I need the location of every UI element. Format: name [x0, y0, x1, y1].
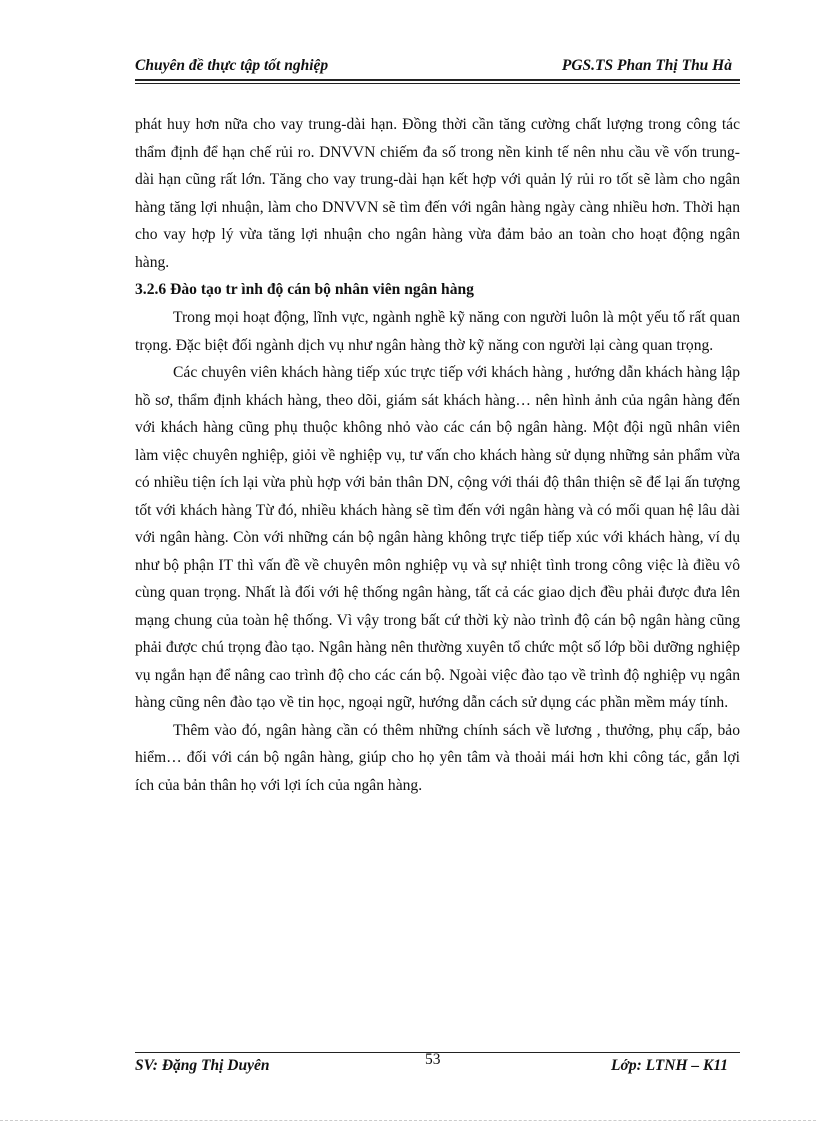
- page-header: [135, 57, 740, 81]
- page-edge-divider: [0, 1120, 816, 1121]
- header-title: Chuyên đề thực tập tốt nghiệp: [135, 57, 329, 74]
- section-heading: 3.2.6 Đào tạo tr ình độ cán bộ nhân viên ngân hàng: [135, 281, 474, 298]
- paragraph-3: Các chuyên viên khách hàng tiếp xúc trực tiếp với khách hàng , hướng dẫn khách hàng lập hồ sơ, thẩm định khách hàng, theo dõi, giám sát khách hàng… nên hình ảnh của ngân hàng đến với khách hàng cũng phụ thuộc không nhỏ vào các cán bộ ngân hàng. Một đội ngũ nhân viên làm việc chuyên nghiệp, giỏi về nghiệp vụ, tư vấn cho khách hàng sử dụng những sản phẩm vừa có nhiều tiện ích lại vừa phù hợp với bản thân DN, cộng với thái độ thân thiện sẽ để lại ấn tượng tốt với khách hàng Từ đó, nhiều khách hàng sẽ tìm đến với ngân hàng và có mối quan hệ lâu dài với ngân hàng. Còn với những cán bộ ngân hàng không trực tiếp tiếp xúc với khách hàng, ví dụ như bộ phận IT thì vấn đề về chuyên môn nghiệp vụ và sự nhiệt tình trong công việc là điều vô cùng quan trọng. Nhất là đối với hệ thống ngân hàng, tất cả các giao dịch đều phải được đưa lên mạng chung của toàn hệ thống. Vì vậy trong bất cứ thời kỳ nào trình độ cán bộ ngân hàng cũng phải được chú trọng đào tạo. Ngân hàng nên thường xuyên tổ chức một số lớp bồi dưỡng nghiệp vụ ngắn hạn để nâng cao trình độ cho các cán bộ. Ngoài việc đào tạo về trình độ nghiệp vụ ngân hàng cũng nên đào tạo về tin học, ngoại ngữ, hướng dẫn cách sử dụng các phần mềm máy tính.: [135, 364, 740, 711]
- footer-class: Lớp: LTNH – K11: [611, 1057, 728, 1074]
- header-author: PGS.TS Phan Thị Thu Hà: [561, 57, 732, 74]
- paragraph-1: phát huy hơn nữa cho vay trung-dài hạn. Đồng thời cần tăng cường chất lượng trong công tác thẩm định để hạn chế rủi ro. DNVVN chiếm đa số trong nền kinh tế nên nhu cầu về vốn trung-dài hạn cũng rất lớn. Tăng cho vay trung-dài hạn kết hợp với quản lý rủi ro tốt sẽ làm cho ngân hàng tăng lợi nhuận, làm cho DNVVN sẽ tìm đến với ngân hàng ngày càng nhiều hơn. Thời hạn cho vay hợp lý vừa tăng lợi nhuận cho ngân hàng vừa đảm bảo an toàn cho hoạt động ngân hàng.: [135, 116, 740, 271]
- footer-student: SV: Đặng Thị Duyên: [135, 1057, 270, 1074]
- header-rule: [135, 83, 740, 84]
- paragraph-2: Trong mọi hoạt động, lĩnh vực, ngành nghề kỹ năng con người luôn là một yếu tố rất quan trọng. Đặc biệt đối ngành dịch vụ như ngân hàng thờ kỹ năng con người lại càng quan trọng.: [135, 309, 740, 354]
- page-number: 53: [425, 1051, 441, 1068]
- paragraph-4: Thêm vào đó, ngân hàng cần có thêm những chính sách về lương , thưởng, phụ cấp, bảo hiểm… đối với cán bộ ngân hàng, giúp cho họ yên tâm và thoải mái hơn khi công tác, gắn lợi ích của bản thân họ với lợi ích của ngân hàng.: [135, 721, 740, 794]
- page-footer: [135, 1052, 740, 1079]
- page-body: [135, 111, 740, 799]
